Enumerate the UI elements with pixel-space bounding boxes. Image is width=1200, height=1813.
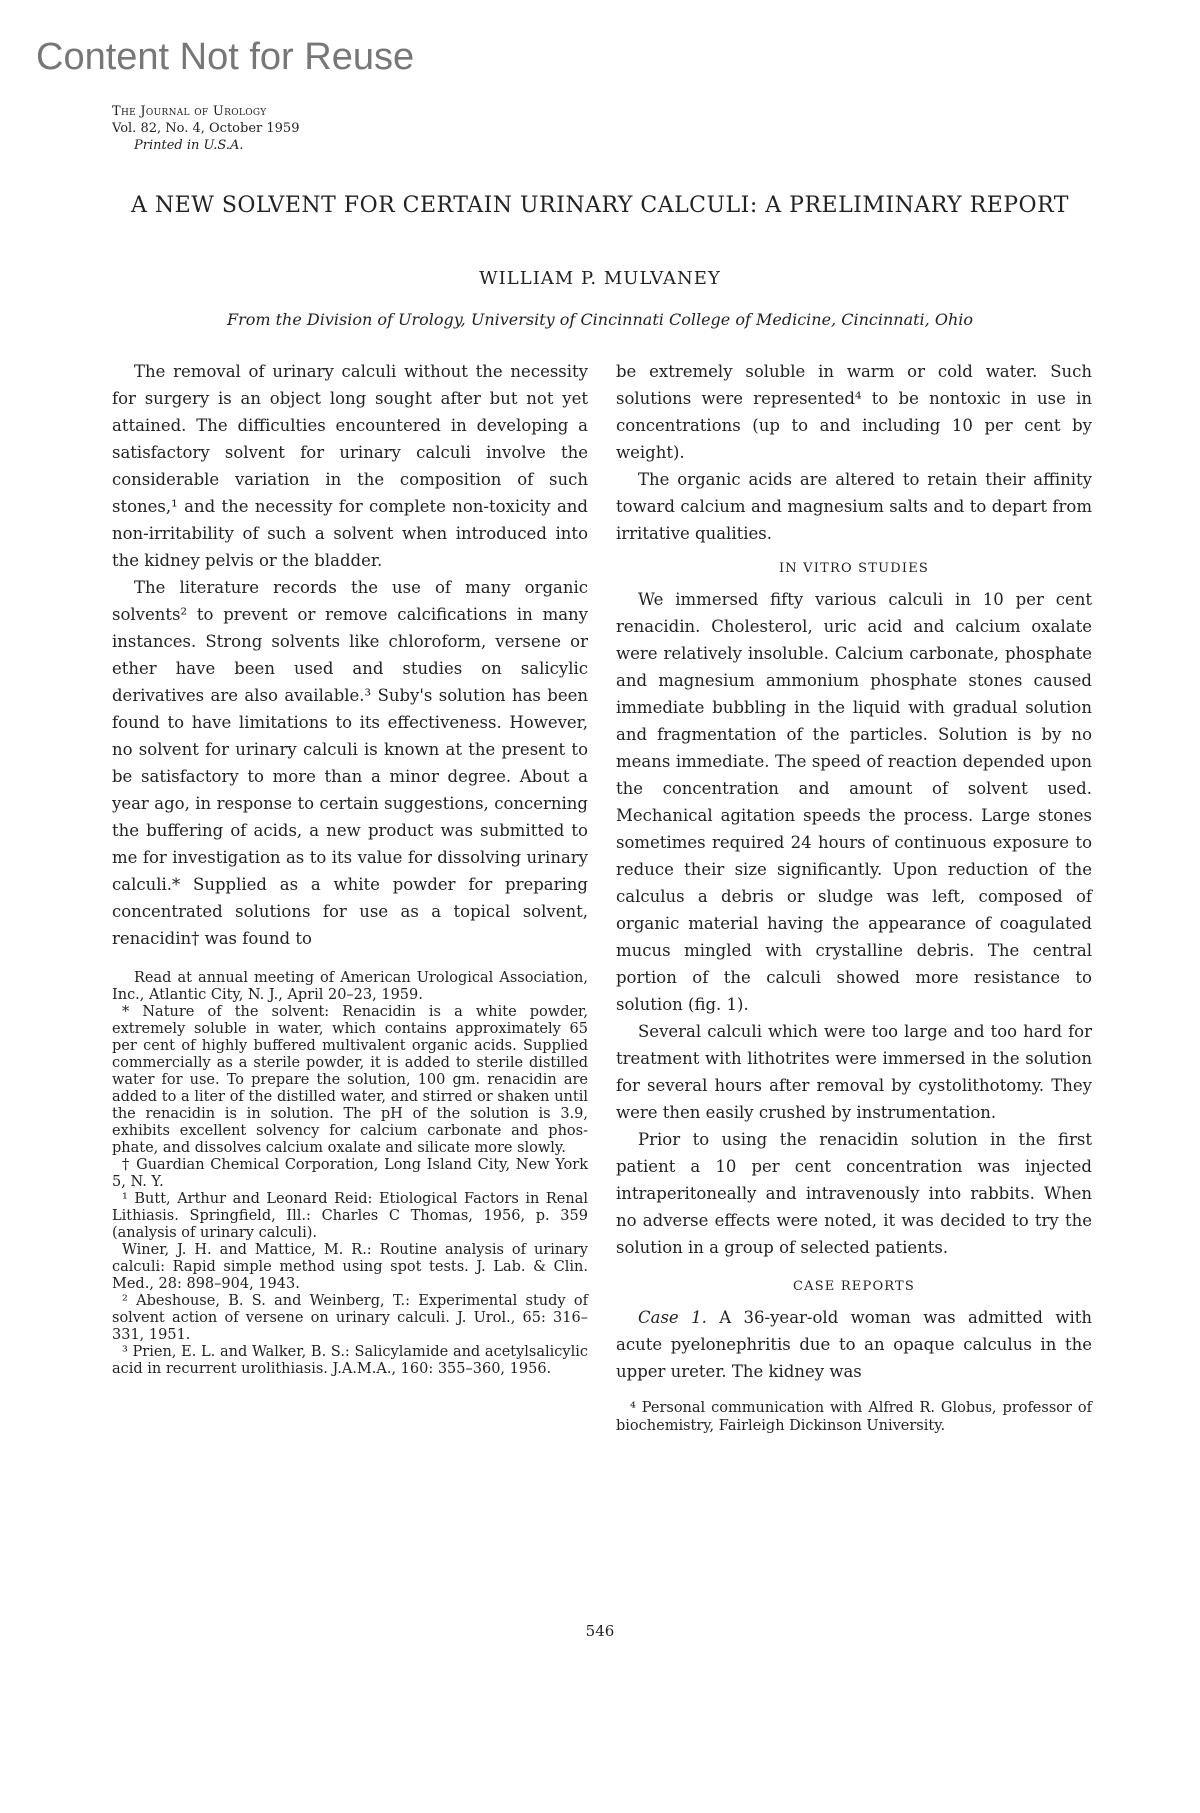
journal-volume: Vol. 82, No. 4, October 1959: [112, 121, 300, 136]
journal-header: [112, 103, 299, 154]
journal-name: The Journal of Urology: [112, 104, 267, 119]
case-paragraph: [616, 1304, 1092, 1385]
footnote: ⁴ Personal communication with Alfred R. Globus, professor of biochemistry, Fairleigh Dickinson University.: [616, 1400, 1092, 1434]
watermark-text: Content Not for Reuse: [36, 36, 415, 78]
right-column: [616, 358, 1092, 1435]
journal-printed: Printed in U.S.A.: [134, 138, 244, 153]
footnote: Winer, J. H. and Mattice, M. R.: Routine analysis of urinary calculi: Rapid simple method using spot tests. J. Lab. & Clin. Med., 28: 898–904, 1943.: [112, 1242, 588, 1292]
body-paragraph: Prior to using the renacidin solution in the first patient a 10 per cent concentration was injected intraperitoneally and intravenously into rabbits. When no adverse effects were noted, it was decided to try the solution in a group of selected patients.: [616, 1130, 1092, 1257]
section-heading: IN VITRO STUDIES: [778, 561, 930, 576]
footnote: ² Abeshouse, B. S. and Weinberg, T.: Experimental study of solvent action of versene on urinary calculi. J. Urol., 65: 316–331, 1951.: [112, 1293, 588, 1343]
article-title: A NEW SOLVENT FOR CERTAIN URINARY CALCULI: A PRELIMINARY REPORT: [131, 193, 1069, 218]
footnote: * Nature of the solvent: Renacidin is a white powder, extremely soluble in water, which contains approximately 65 per cent of highly buffered multivalent organic acids. Supplied commercially as a sterile powder, it is added to sterile distilled water for use. To prepare the solution, 100 gm. renacidin are added to a liter of the distilled water, and stirred or shaken until the renacidin is in solution. The pH of the solution is 3.9, exhibits excellent solvency for calcium carbonate and phosphate, and dissolves calcium oxalate and silicate more slowly.: [112, 1004, 588, 1156]
section-heading: CASE REPORTS: [792, 1279, 916, 1294]
body-paragraph: We immersed fifty various calculi in 10 per cent renacidin. Cholesterol, uric acid and calcium oxalate were relatively insoluble. Calcium carbonate, phosphate and magnesium ammonium phosphate stones caused immediate bubbling in the liquid with gradual solution and fragmentation of the particles. Solution is by no means immediate. The speed of reaction depended upon the concentration and amount of solvent used. Mechanical agitation speeds the process. Large stones sometimes required 24 hours of continuous exposure to reduce their size significantly. Upon reduction of the calculus a debris or sludge was left, composed of organic material having the appearance of coagulated mucus mingled with crystalline debris. The central portion of the calculi showed more resistance to solution (fig. 1).: [616, 590, 1092, 1014]
body-paragraph: be extremely soluble in warm or cold water. Such solutions were represented⁴ to be nontoxic in use in concentrations (up to and including 10 per cent by weight).: [616, 362, 1092, 462]
footnote: Read at annual meeting of American Urological Association, Inc., Atlantic City, N. J., April 20–23, 1959.: [112, 970, 588, 1003]
case-label: Case 1.: [638, 1308, 707, 1327]
case-text: A 36-year-old woman was admitted with acute pyelonephritis due to an opaque calculus in the upper ureter. The kidney was: [616, 1308, 1093, 1381]
body-paragraph: The literature records the use of many organic solvents² to prevent or remove calcifications in many instances. Strong solvents like chloroform, versene or ether have been used and studies on salicylic derivatives are also available.³ Suby's solution has been found to have limitations to its effectiveness. However, no solvent for urinary calculi is known at the present to be satisfactory to more than a minor degree. About a year ago, in response to certain suggestions, concerning the buffering of acids, a new product was submitted to me for investigation as to its value for dissolving urinary calculi.* Supplied as a white powder for preparing concentrated solutions for use as a topical solvent, renacidin† was found to: [112, 578, 588, 948]
article-author: WILLIAM P. MULVANEY: [479, 268, 721, 289]
body-paragraph: The removal of urinary calculi without the necessity for surgery is an object long sought after but not yet attained. The difficulties encountered in developing a satisfactory solvent for urinary calculi involve the considerable variation in the composition of such stones,¹ and the necessity for complete non-toxicity and non-irritability of such a solvent when introduced into the kidney pelvis or the bladder.: [112, 362, 588, 570]
page-number: 546: [585, 1622, 615, 1640]
body-paragraph: The organic acids are altered to retain their affinity toward calcium and magnesium salts and to depart from irritative qualities.: [616, 470, 1092, 543]
body-paragraph: Several calculi which were too large and too hard for treatment with lithotrites were immersed in the solution for several hours after removal by cystolithotomy. They were then easily crushed by instrumentation.: [616, 1022, 1092, 1122]
footnotes: [112, 970, 588, 1378]
footnote: ³ Prien, E. L. and Walker, B. S.: Salicylamide and acetylsalicylic acid in recurrent urolithiasis. J.A.M.A., 160: 355–360, 1956.: [112, 1344, 588, 1377]
left-column: [112, 358, 588, 1378]
footnote: † Guardian Chemical Corporation, Long Island City, New York 5, N. Y.: [112, 1157, 588, 1190]
footnote: ¹ Butt, Arthur and Leonard Reid: Etiological Factors in Renal Lithiasis. Springfield, Ill.: Charles C Thomas, 1956, p. 359 (analysis of urinary calculi).: [112, 1191, 588, 1241]
article-affiliation: From the Division of Urology, University of Cincinnati College of Medicine, Cincinnati, Ohio: [226, 310, 973, 329]
